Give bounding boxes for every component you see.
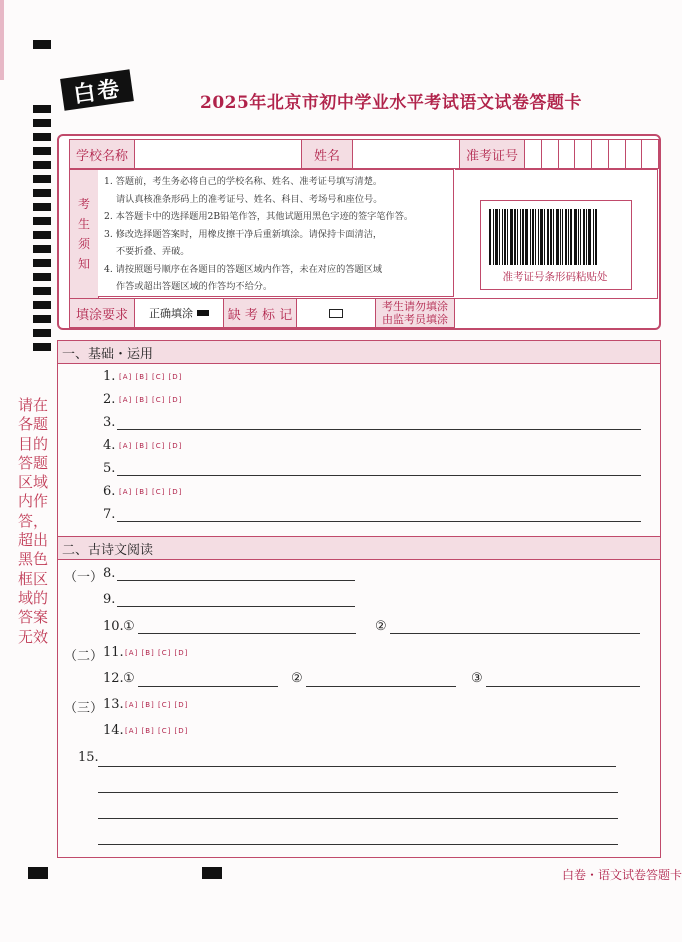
timing-mark <box>33 217 51 225</box>
answer-line[interactable] <box>138 686 278 687</box>
barcode-bar <box>544 209 545 265</box>
barcode-bar <box>499 209 500 265</box>
question-number: 2. <box>103 392 116 407</box>
barcode-bar <box>562 209 563 265</box>
timing-mark <box>33 343 51 351</box>
barcode-bar <box>595 209 597 265</box>
question-number: 4. <box>103 438 116 453</box>
subanswer-marker: ① <box>123 619 135 634</box>
question-number: 15. <box>78 750 99 765</box>
barcode-icon <box>489 209 621 265</box>
timing-mark <box>33 231 51 239</box>
answer-line[interactable] <box>98 844 618 845</box>
part-label: （一） <box>64 570 104 585</box>
barcode-label: 准考证号条形码粘贴处 <box>502 271 608 283</box>
barcode-bar <box>568 209 569 265</box>
fill-row <box>69 298 455 328</box>
timing-mark <box>33 161 51 169</box>
barcode-bar <box>556 209 559 265</box>
question-number: 11. <box>103 645 124 660</box>
notice-char: 考 <box>77 197 90 211</box>
id-digit-box[interactable] <box>524 140 541 168</box>
timing-mark <box>33 105 51 113</box>
timing-mark <box>33 40 51 49</box>
answer-line[interactable] <box>98 792 618 793</box>
subanswer-marker: ③ <box>471 671 483 686</box>
id-digit-box[interactable] <box>541 140 558 168</box>
question-number: 9. <box>103 592 116 607</box>
proctor-note-line: 由监考员填涂 <box>382 313 448 326</box>
question-number: 5. <box>103 461 116 476</box>
barcode-bar <box>588 209 591 265</box>
section2-area <box>57 560 661 858</box>
filled-bubble-icon <box>197 310 209 316</box>
barcode-bar <box>504 209 506 265</box>
barcode-bar <box>547 209 549 265</box>
barcode-bar <box>535 209 536 265</box>
timing-mark <box>33 259 51 267</box>
timing-mark <box>33 273 51 281</box>
question-number: 3. <box>103 415 116 430</box>
notice-line: 请认真核准条形码上的准考证号、姓名、科目、考场号和座位号。 <box>116 193 383 205</box>
question-number: 14. <box>103 723 124 738</box>
answer-line[interactable] <box>117 475 641 476</box>
barcode-bar <box>502 209 503 265</box>
info-row <box>69 139 659 169</box>
timing-mark <box>33 175 51 183</box>
notice-char: 知 <box>77 257 90 271</box>
part-label: （三） <box>64 701 104 716</box>
white-paper-badge: 白卷 <box>60 69 134 110</box>
notice-side-label <box>69 169 99 299</box>
absent-label: 缺 考 标 记 <box>223 299 296 327</box>
timing-mark <box>33 301 51 309</box>
answer-line[interactable] <box>98 766 616 767</box>
proctor-note-line: 考生请勿填涂 <box>382 300 448 313</box>
subanswer-marker: ② <box>375 619 387 634</box>
barcode-bar <box>538 209 539 265</box>
choice-options[interactable]: [A] [B] [C] [D] <box>125 649 189 657</box>
barcode-bar <box>530 209 531 265</box>
answer-line[interactable] <box>117 580 355 581</box>
question-number: 12. <box>103 671 124 686</box>
info-card <box>57 134 661 330</box>
page-title: 2025年北京市初中学业水平考试语文试卷答题卡 <box>200 93 582 113</box>
barcode-bar <box>540 209 543 265</box>
barcode-bar <box>580 209 581 265</box>
school-label: 学校名称 <box>75 148 128 164</box>
section-header: 二、古诗文阅读 <box>57 536 661 560</box>
barcode-bar <box>565 209 567 265</box>
fill-example-text: 正确填涂 <box>149 307 193 320</box>
timing-mark <box>33 119 51 127</box>
answer-line[interactable] <box>98 818 618 819</box>
question-number: 1. <box>103 369 116 384</box>
timing-mark <box>33 329 51 337</box>
barcode-bar <box>517 209 518 265</box>
id-digit-box[interactable] <box>574 140 591 168</box>
fill-example <box>134 299 223 327</box>
question-number: 6. <box>103 484 116 499</box>
timing-mark <box>33 245 51 253</box>
id-label: 准考证号 <box>459 140 524 168</box>
barcode-bar <box>489 209 491 265</box>
answer-line[interactable] <box>117 606 355 607</box>
barcode-bar <box>560 209 561 265</box>
proctor-note <box>375 299 454 327</box>
id-digit-box[interactable] <box>591 140 608 168</box>
timing-mark <box>33 147 51 155</box>
notice-char: 生 <box>77 217 90 231</box>
timing-mark <box>202 867 222 879</box>
barcode-bar <box>578 209 579 265</box>
barcode-bar <box>520 209 521 265</box>
notice-line: 2. 本答题卡中的选择题用2B铅笔作答，其他试题用黑色字迹的签字笔作答。 <box>104 211 414 222</box>
barcode-bar <box>593 209 594 265</box>
answer-line[interactable] <box>117 521 641 522</box>
notice-char: 须 <box>77 237 90 251</box>
id-digit-box[interactable] <box>625 140 642 168</box>
id-digit-box[interactable] <box>608 140 625 168</box>
notice-line: 作答或超出答题区域的作答均不给分。 <box>116 281 273 292</box>
answer-line[interactable] <box>306 686 456 687</box>
barcode-bar <box>574 209 577 265</box>
timing-mark <box>33 189 51 197</box>
barcode-bar <box>570 209 572 265</box>
choice-options[interactable]: [A] [B] [C] [D] <box>119 396 183 404</box>
barcode-bar <box>522 209 524 265</box>
question-number: 10. <box>103 619 124 634</box>
barcode-bar <box>532 209 534 265</box>
notice-line: 不要折叠、弄破。 <box>116 246 190 257</box>
notice-line: 3. 修改选择题答案时，用橡皮擦干净后重新填涂。请保持卡面清洁， <box>104 228 383 240</box>
barcode-bar <box>495 209 498 265</box>
barcode-bar <box>507 209 508 265</box>
barcode-bar <box>514 209 516 265</box>
name-label: 姓名 <box>301 140 352 168</box>
answer-line[interactable] <box>138 633 356 634</box>
barcode-area <box>455 169 658 299</box>
timing-mark <box>33 315 51 323</box>
question-number: 13. <box>103 697 124 712</box>
timing-mark <box>33 287 51 295</box>
answer-line[interactable] <box>117 429 641 430</box>
barcode-bar <box>550 209 552 265</box>
barcode-bar <box>510 209 513 265</box>
answer-line[interactable] <box>390 633 640 634</box>
fill-label: 填涂要求 <box>75 307 128 323</box>
barcode-bar <box>586 209 587 265</box>
timing-mark <box>33 203 51 211</box>
school-field[interactable] <box>134 140 301 168</box>
notice-line: 4. 请按照题号顺序在各题目的答题区域内作答，未在对应的答题区域 <box>104 263 383 275</box>
barcode-bar <box>553 209 554 265</box>
choice-options[interactable]: [A] [B] [C] [D] <box>119 442 183 450</box>
question-number: 7. <box>103 507 116 522</box>
question-number: 8. <box>103 566 116 581</box>
subanswer-marker: ② <box>291 671 303 686</box>
choice-options[interactable]: [A] [B] [C] [D] <box>125 727 189 735</box>
part-label: （二） <box>64 649 104 664</box>
section-header: 一、基础・运用 <box>57 340 661 364</box>
subanswer-marker: ① <box>123 671 135 686</box>
choice-options[interactable]: [A] [B] [C] [D] <box>119 488 183 496</box>
absent-mark-field[interactable] <box>296 299 375 327</box>
id-digit-box[interactable] <box>558 140 575 168</box>
id-digit-box[interactable] <box>641 140 658 168</box>
notice-line: 1. 答题前，考生务必将自己的学校名称、姓名、准考证号填写清楚。 <box>104 176 383 187</box>
barcode-bar <box>493 209 494 265</box>
timing-mark <box>28 867 48 879</box>
answer-line[interactable] <box>486 686 640 687</box>
barcode-bar <box>525 209 528 265</box>
side-warning: 请在各题目的答题区域内作答，超出黑色框区域的答案无效 <box>18 396 49 646</box>
notice-text <box>98 169 454 297</box>
page-edge <box>0 0 4 80</box>
barcode-bar <box>583 209 585 265</box>
choice-options[interactable]: [A] [B] [C] [D] <box>119 373 183 381</box>
id-boxes <box>524 140 658 168</box>
name-field[interactable] <box>352 140 459 168</box>
choice-options[interactable]: [A] [B] [C] [D] <box>125 701 189 709</box>
barcode-sticker-box[interactable] <box>480 200 632 290</box>
page-footer: 白卷・语文试卷答题卡 <box>562 868 682 882</box>
timing-mark <box>33 133 51 141</box>
empty-bubble-icon <box>329 309 343 318</box>
section1-area <box>57 364 661 536</box>
